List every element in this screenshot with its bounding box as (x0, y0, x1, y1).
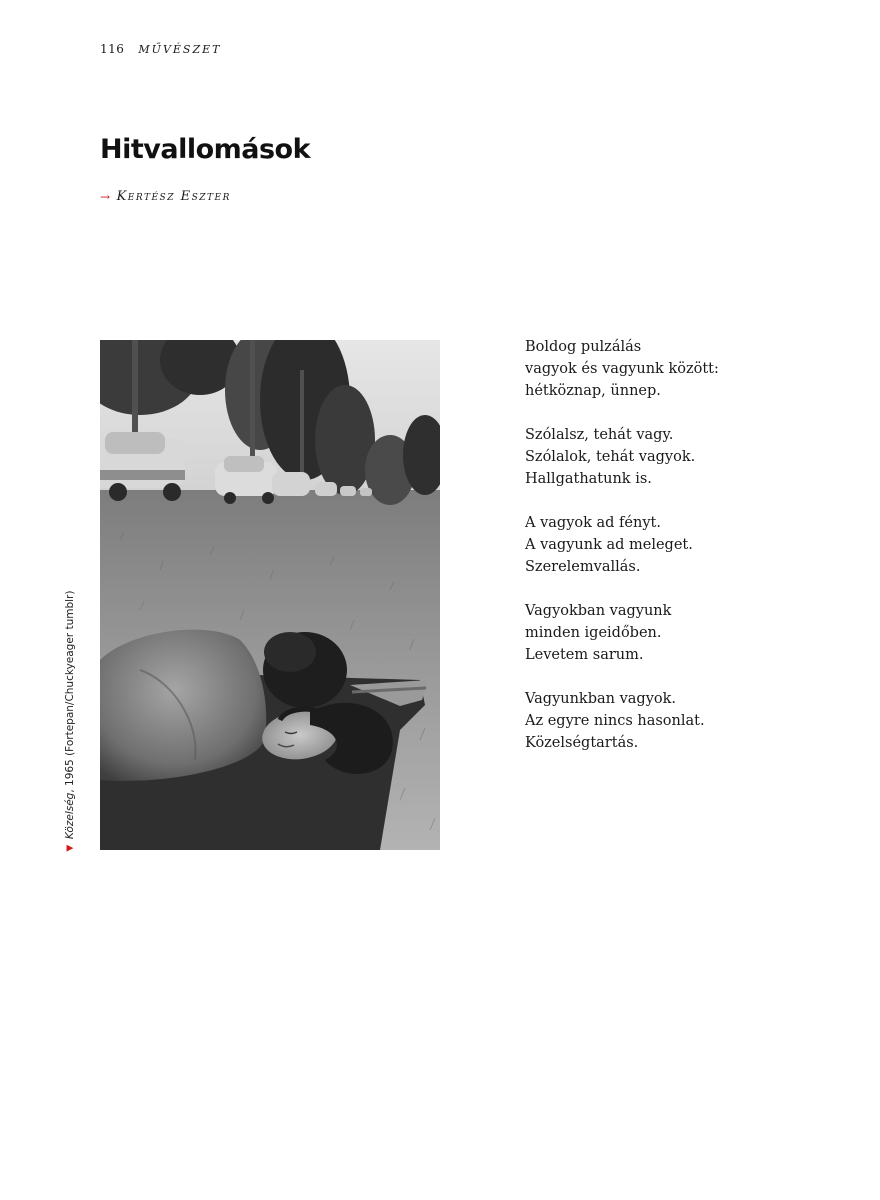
poem-stanza (525, 600, 845, 666)
photograph (100, 340, 440, 850)
poem-line: Az egyre nincs hasonlat. (525, 713, 705, 729)
arrow-right-icon: → (100, 189, 112, 204)
poem-line: Boldog pulzálás (525, 339, 642, 355)
photo-caption (64, 591, 76, 852)
poem-line: A vagyok ad fényt. (525, 515, 661, 531)
section-name: MŰVÉSZET (138, 43, 222, 56)
byline (100, 189, 231, 204)
author-name: Kertész Eszter (116, 189, 231, 204)
poem-line: Szólalok, tehát vagyok. (525, 449, 696, 465)
poem-line: Vagyunkban vagyok. (525, 691, 677, 707)
poem-line: Szerelemvallás. (525, 559, 641, 575)
poem-stanza (525, 688, 845, 754)
poem (525, 336, 845, 776)
poem-line: A vagyunk ad meleget. (525, 537, 693, 553)
poem-stanza (525, 336, 845, 402)
poem-line: Levetem sarum. (525, 647, 644, 663)
poem-line: Hallgathatunk is. (525, 471, 652, 487)
caption-credit: , 1965 (Fortepan/Chuckyeager tumblr) (64, 590, 76, 793)
poem-line: Vagyokban vagyunk (525, 603, 672, 619)
poem-line: Szólalsz, tehát vagy. (525, 427, 674, 443)
running-head (100, 42, 221, 56)
poem-line: hétköznap, ünnep. (525, 383, 661, 399)
page-number: 116 (100, 42, 125, 56)
poem-stanza (525, 512, 845, 578)
poem-stanza (525, 424, 845, 490)
article-title: Hitvallomások (100, 134, 311, 165)
poem-line: vagyok és vagyunk között: (525, 361, 719, 377)
poem-line: minden igeidőben. (525, 625, 662, 641)
poem-line: Közelségtartás. (525, 735, 639, 751)
triangle-marker-icon: ▶ (66, 843, 74, 854)
caption-work-title: Közelség (64, 792, 76, 840)
